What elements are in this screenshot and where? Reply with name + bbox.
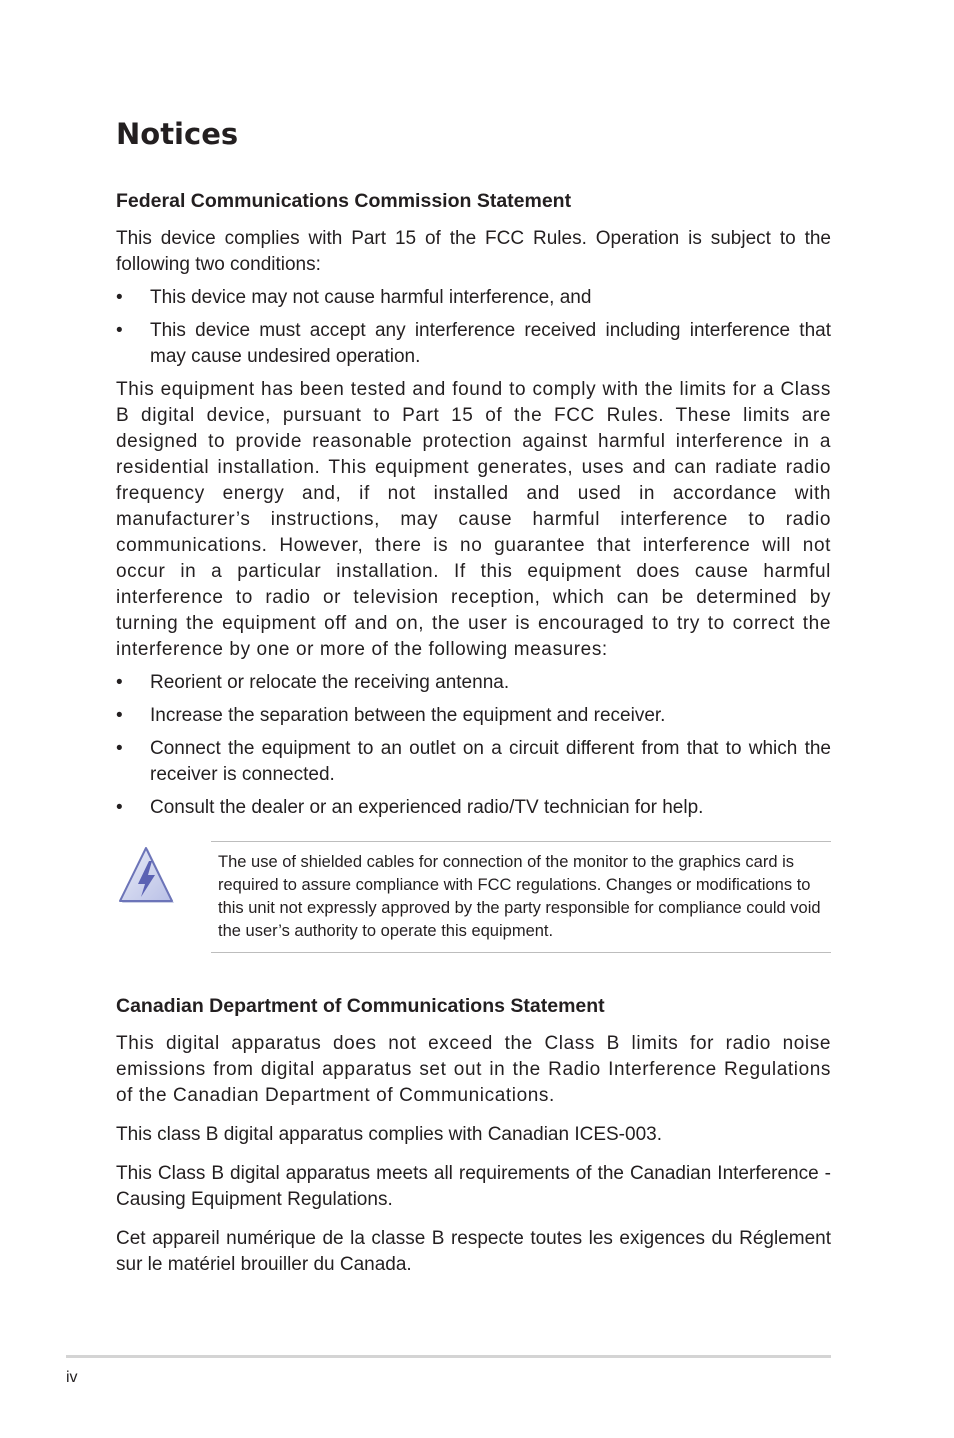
page-title: Notices [116, 117, 239, 151]
note-text: The use of shielded cables for connection of the monitor to the graphics card is required to assure compliance with FCC regulations. Changes or modifications to this unit not expressly approved by the party responsible for compliance could void the user’s authority to operate this equipment. [211, 841, 831, 953]
fcc-note [116, 841, 831, 949]
list-item: • This device may not cause harmful interference, and [116, 285, 831, 311]
list-item: • Reorient or relocate the receiving antenna. [116, 670, 831, 696]
list-item: • This device must accept any interference received including interference that may cause undesired operation. [116, 320, 831, 367]
bullet: • [116, 287, 123, 308]
bullet: • [116, 705, 123, 726]
bullet: • [116, 738, 123, 759]
canada-paragraph: This Class B digital apparatus meets all requirements of the Canadian Interference - Causing Equipment Regulations. [116, 1163, 831, 1210]
document-body [116, 188, 831, 1285]
fcc-body: This equipment has been tested and found to comply with the limits for a Class B digital device, pursuant to Part 15 of the FCC Rules. These limits are designed to provide reasonable protection against harmful interference in a residential installation. This equipment generates, uses and can radiate radio frequency energy and, if not installed and used in accordance with manufacturer’s instructions, may cause harmful interference to radio communications. However, there is no guarantee that interference will not occur in a particular installation. If this equipment does cause harmful interference to radio or television reception, which can be determined by turning the equipment off and on, the user is encouraged to try to correct the interference by one or more of the following measures: [116, 379, 831, 660]
bullet: • [116, 797, 123, 818]
fcc-intro: This device complies with Part 15 of the FCC Rules. Operation is subject to the following two conditions: [116, 228, 831, 275]
canada-paragraph: This digital apparatus does not exceed the Class B limits for radio noise emissions from digital apparatus set out in the Radio Interference Regulations of the Canadian Department of Communications. [116, 1033, 831, 1106]
canada-paragraph: Cet appareil numérique de la classe B respecte toutes les exigences du Réglement sur le matériel brouiller du Canada. [116, 1228, 831, 1275]
fcc-conditions-list [116, 285, 831, 370]
canada-heading: Canadian Department of Communications Statement [116, 995, 605, 1017]
warning-lightning-icon [116, 847, 176, 907]
bullet: • [116, 320, 123, 341]
list-item: • Consult the dealer or an experienced radio/TV technician for help. [116, 795, 831, 821]
bullet: • [116, 672, 123, 693]
list-item: • Increase the separation between the equipment and receiver. [116, 703, 831, 729]
canada-paragraph: This class B digital apparatus complies with Canadian ICES-003. [116, 1124, 662, 1145]
fcc-heading: Federal Communications Commission Statement [116, 190, 572, 212]
list-item: • Connect the equipment to an outlet on a circuit different from that to which the receiver is connected. [116, 738, 831, 785]
page-number: iv [66, 1369, 78, 1386]
fcc-measures-list [116, 670, 831, 821]
footer-divider [66, 1355, 831, 1358]
